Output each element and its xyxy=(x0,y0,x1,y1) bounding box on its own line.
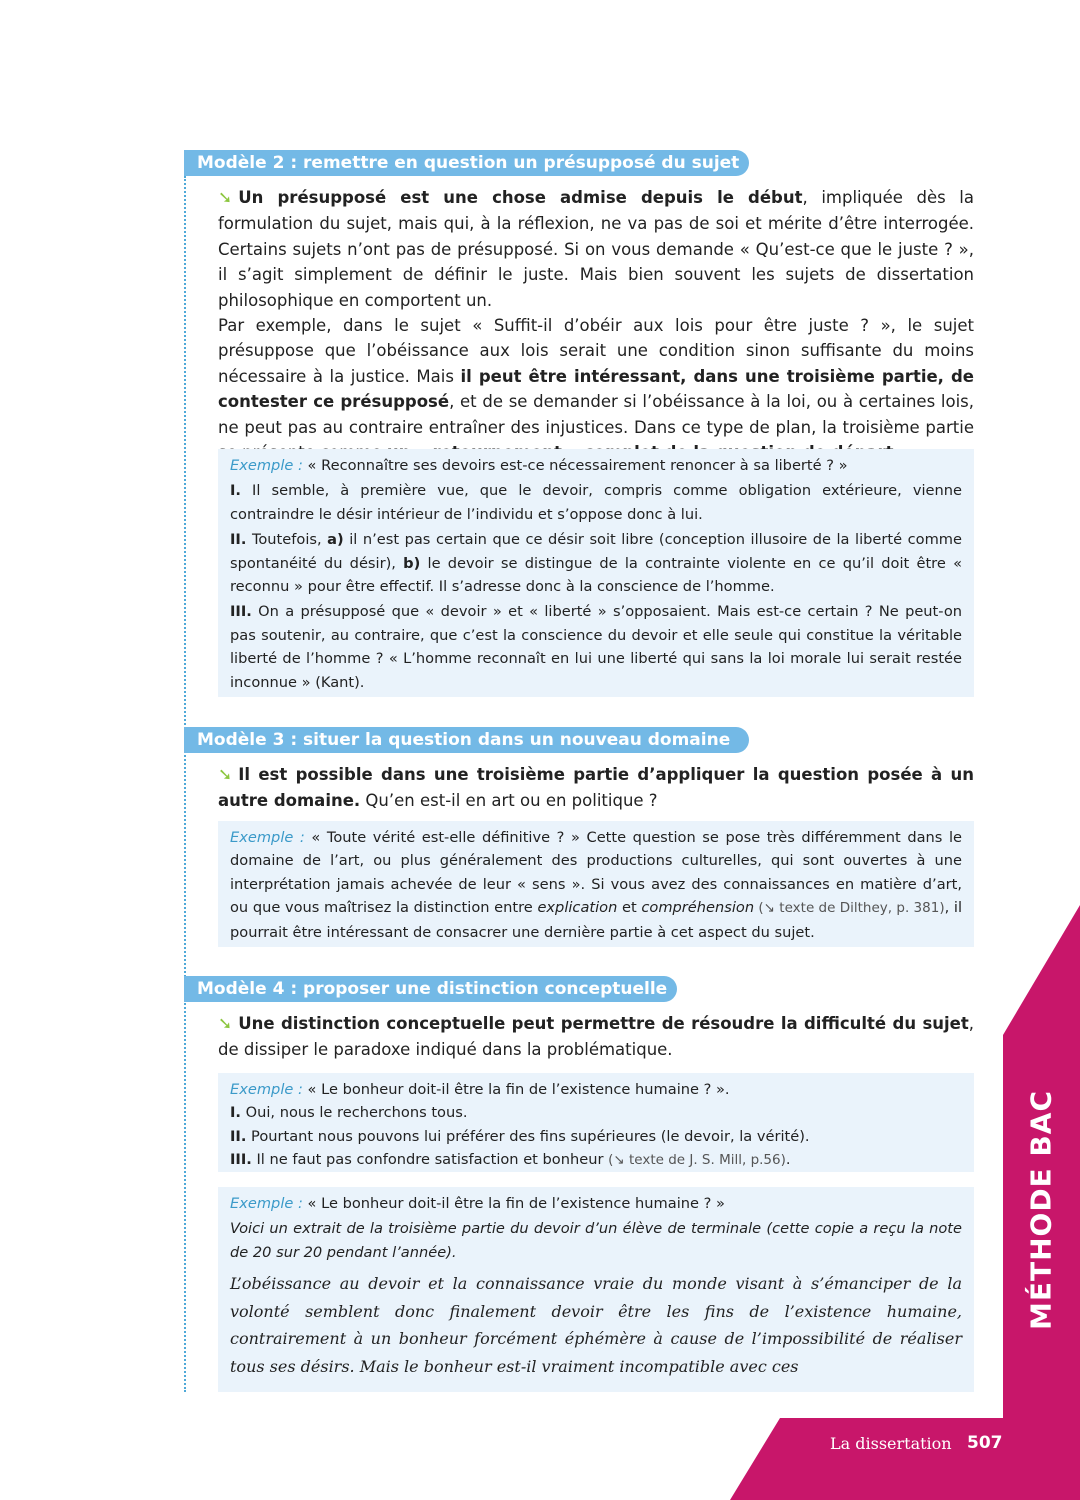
example-question: « Toute vérité est-elle définitive ? » xyxy=(304,829,580,846)
text: , et de se demander si l’obéissance à la loi, ou à certaines lois, ne peut pas au contraire entraîner des injustices. Dans ce type de plan, la troisième partie xyxy=(218,392,974,437)
roman-numeral: II. xyxy=(230,1127,247,1145)
sub-point: b) xyxy=(403,554,421,572)
example-label: Exemple : xyxy=(230,829,305,846)
lead-bold: Il est possible dans une troisième partie d’appliquer la question posée à un autre domaine. xyxy=(218,765,974,811)
example-label: Exemple : xyxy=(230,1195,303,1212)
roman-numeral: III. xyxy=(230,603,252,621)
text: , il pourrait être intéressant de consacrer une dernière partie à cet aspect du sujet. xyxy=(230,899,962,941)
example-question: « Le bonheur doit-il être la fin de l’existence humaine ? ». xyxy=(302,1081,730,1098)
text: il n’est pas certain que ce désir soit libre (conception illusoire de la liberté comme spontanéité du désir), xyxy=(230,531,962,572)
roman-numeral: I. xyxy=(230,1104,241,1122)
paragraph xyxy=(218,185,974,313)
lead-bold: Un présupposé est une chose admise depuis le début xyxy=(238,188,803,207)
footer-label: La dissertation xyxy=(830,1434,952,1453)
paragraph xyxy=(218,1011,974,1063)
text: , impliquée dès la formulation du sujet, mais qui, à la réflexion, ne va pas de soi et mérite d’être interrogée. Certains sujets n’ont pas de présupposé. Si on vous demande « Qu’est-ce que le juste ? », il s’agit simplement de définir le juste. Mais bien souvent les sujets de dissertation philosophique en comportent un. xyxy=(218,188,974,310)
text: Cette question se pose très différemment dans le domaine de l’art, ou plus généralement des productions culturelles, qui sont ouvertes à une interprétation jamais achevée de leur « sens ». Si vous avez des connaissances en matière d’art, ou que vous maîtrisez la distinction entre xyxy=(230,829,963,917)
italic-term: compréhension xyxy=(641,899,755,917)
text: Oui, nous le recherchons tous. xyxy=(240,1104,468,1122)
green-arrow-icon: ➘ xyxy=(218,188,233,208)
footer-band xyxy=(730,1418,1003,1500)
example-question: « Reconnaître ses devoirs est-ce nécessairement renoncer à sa liberté ? » xyxy=(302,457,848,474)
text-reference: (↘ texte de Dilthey, p. 381) xyxy=(754,900,945,917)
section-body-modele-4 xyxy=(218,1011,974,1063)
lead-bold: Une distinction conceptuelle peut permettre de résoudre la difficulté du sujet xyxy=(238,1014,969,1033)
sub-point: a) xyxy=(327,531,344,549)
text: le devoir se distingue de la contrainte violente en ce qu’il doit être « reconnu » pour être effectif. Il s’adresse donc à la conscience de l’homme. xyxy=(230,554,962,596)
section-heading-modele-3: Modèle 3 : situer la question dans un nouveau domaine xyxy=(184,727,749,753)
example-label: Exemple : xyxy=(230,1081,303,1098)
dotted-margin-line xyxy=(184,176,186,1392)
paragraph xyxy=(218,313,974,465)
section-heading-modele-4: Modèle 4 : proposer une distinction conceptuelle xyxy=(184,976,677,1002)
text-reference: (↘ texte de J. S. Mill, p.56) xyxy=(608,1152,786,1169)
roman-numeral: III. xyxy=(230,1151,252,1169)
example-box-modele-3 xyxy=(218,821,974,947)
example-label: Exemple : xyxy=(230,457,303,474)
example-box-modele-4-b xyxy=(218,1187,974,1392)
text: Il semble, à première vue, que le devoir, compris comme obligation extérieure, vienne contraindre le désir intérieur de l’individu et s’oppose donc à lui. xyxy=(230,482,962,523)
roman-numeral: II. xyxy=(230,531,247,549)
green-arrow-icon: ➘ xyxy=(218,1014,233,1034)
text: et xyxy=(617,899,642,917)
example-box-modele-2 xyxy=(218,449,974,697)
text: , de dissiper le paradoxe indiqué dans la problématique. xyxy=(218,1014,974,1060)
section-body-modele-2 xyxy=(218,185,974,465)
example-note: Voici un extrait de la troisième partie du devoir d’un élève de terminale (cette copie a reçu la note de 20 sur 20 pendant l’année). xyxy=(230,1220,962,1261)
paragraph xyxy=(218,762,974,814)
example-question: « Le bonheur doit-il être la fin de l’existence humaine ? » xyxy=(302,1195,725,1212)
side-label: MÉTHODE BAC xyxy=(1024,1089,1058,1331)
text: On a présupposé que « devoir » et « liberté » s’opposaient. Mais est-ce certain ? Ne peut-on pas soutenir, au contraire, que c’est la conscience du devoir et elle seule qui constitue la véritable liberté de l’homme ? « L’homme reconnaît en lui une liberté qui sans la loi morale lui serait restée inconnue » (Kant). xyxy=(230,603,962,691)
italic-term: explication xyxy=(537,899,618,917)
text: . xyxy=(785,1151,791,1169)
text: Pourtant nous pouvons lui préférer des fins supérieures (le devoir, la vérité). xyxy=(246,1127,810,1145)
section-body-modele-3 xyxy=(218,762,974,814)
roman-numeral: I. xyxy=(230,482,241,500)
text: Toutefois, xyxy=(246,531,328,549)
page-number: 507 xyxy=(967,1433,1003,1453)
bold-text: il peut être intéressant, dans une troisième partie, de contester ce présupposé xyxy=(218,366,974,412)
handwritten-excerpt: L’obéissance au devoir et la connaissance vraie du monde visant à s’émanciper de la volonté semblent donc finalement devoir être les fins de l’existence humaine, contrairement à un bonheur forcément éphémère à cause de l’impossibilité de réaliser tous ses désirs. Mais le bonheur est-il vraiment incompatible avec ces xyxy=(230,1274,962,1376)
text: Qu’en est-il en art ou en politique ? xyxy=(360,791,658,811)
text: Il ne faut pas confondre satisfaction et bonheur xyxy=(251,1151,609,1169)
green-arrow-icon: ➘ xyxy=(218,765,233,785)
example-box-modele-4-a xyxy=(218,1073,974,1172)
section-heading-modele-2: Modèle 2 : remettre en question un présupposé du sujet xyxy=(184,150,749,176)
text: Par exemple, dans le sujet « Suffit-il d’obéir aux lois pour être juste ? », le sujet présuppose que l’obéissance aux lois serait une condition sinon suffisante du moins nécessaire à la justice. Mais xyxy=(218,316,974,386)
